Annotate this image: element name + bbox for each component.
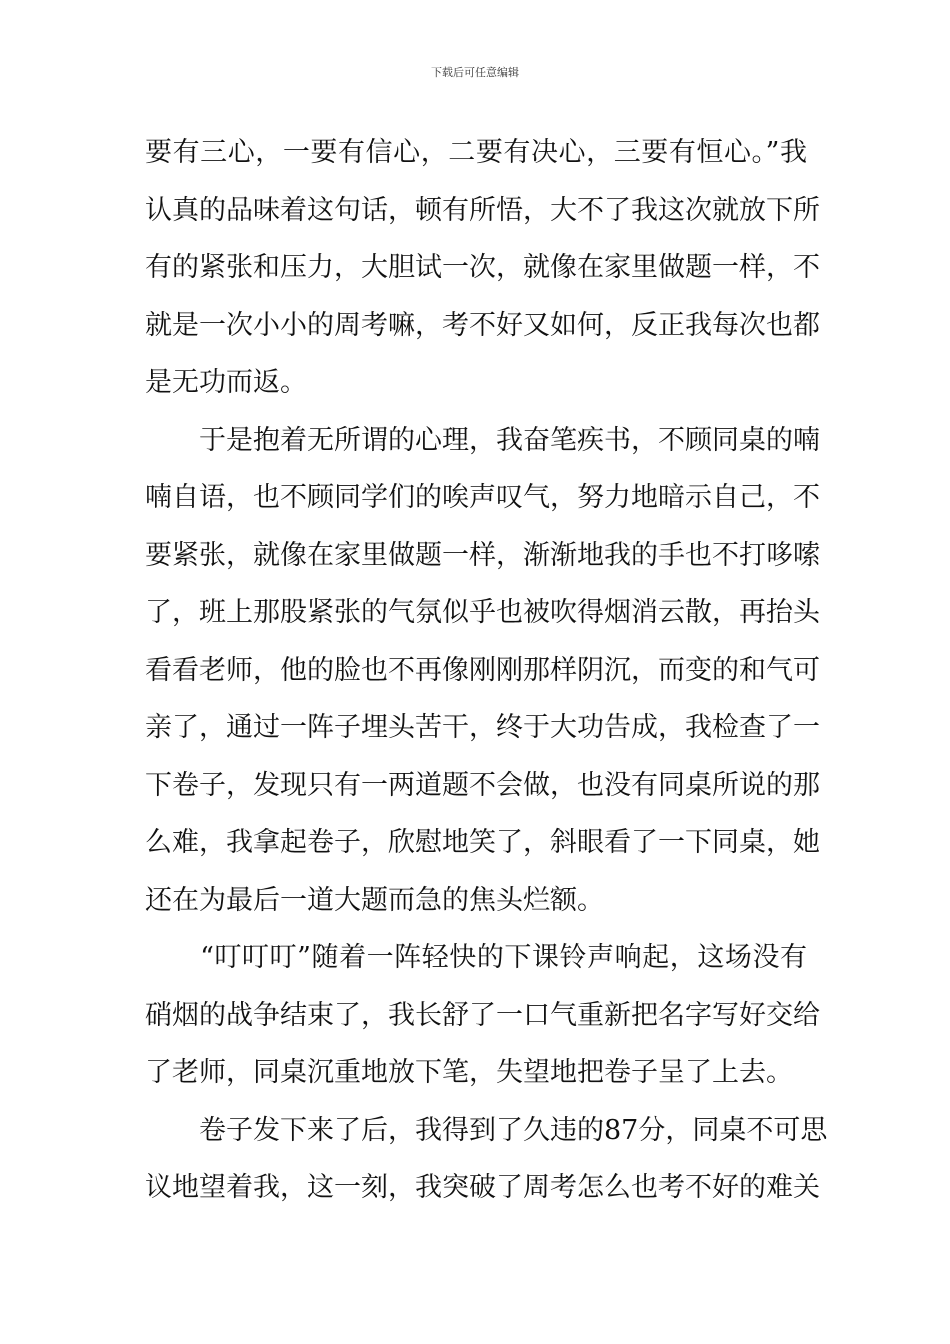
text-line: 于是抱着无所谓的心理，我奋笔疾书，不顾同桌的喃 [145,424,820,456]
text-line: 卷子发下来了后，我得到了久违的87分，同桌不可思 [145,1114,828,1146]
text-line: 喃自语，也不顾同学们的唉声叹气，努力地暗示自己，不 [145,482,820,513]
text-line: “叮叮叮”随着一阵轻快的下课铃声响起，这场没有 [145,942,807,973]
text-line: 要有三心，一要有信心，二要有决心，三要有恒心。”我 [145,137,807,168]
text-line: 看看老师，他的脸也不再像刚刚那样阴沉，而变的和气可 [145,654,820,686]
page-header: 下载后可任意编辑 [431,66,519,79]
text-line: 么难，我拿起卷子，欣慰地笑了，斜眼看了一下同桌，她 [145,827,820,858]
text-line: 硝烟的战争结束了，我长舒了一口气重新把名字写好交给 [145,999,820,1031]
text-line: 就是一次小小的周考嘛，考不好又如何，反正我每次也都 [145,309,820,341]
paragraph [145,929,820,1102]
text-line: 了老师，同桌沉重地放下笔，失望地把卷子呈了上去。 [145,1057,793,1088]
text-line: 亲了，通过一阵子埋头苦干，终于大功告成，我检查了一 [145,712,820,743]
text-line: 有的紧张和压力，大胆试一次，就像在家里做题一样，不 [145,252,820,283]
text-line: 议地望着我，这一刻，我突破了周考怎么也考不好的难关 [145,1172,820,1203]
text-line: 还在为最后一道大题而急的焦头烂额。 [145,884,604,916]
text-line: 认真的品味着这句话，顿有所悟，大不了我这次就放下所 [145,194,820,226]
text-line: 是无功而返。 [145,367,307,398]
text-line: 下卷子，发现只有一两道题不会做，也没有同桌所说的那 [145,769,820,801]
text-line: 要紧张，就像在家里做题一样，渐渐地我的手也不打哆嗦 [145,539,820,571]
text-line: 了，班上那股紧张的气氛似乎也被吹得烟消云散，再抬头 [145,597,820,628]
document-body [145,124,828,1217]
paragraph [145,124,820,412]
paragraph [145,1102,828,1217]
paragraph [145,412,820,930]
